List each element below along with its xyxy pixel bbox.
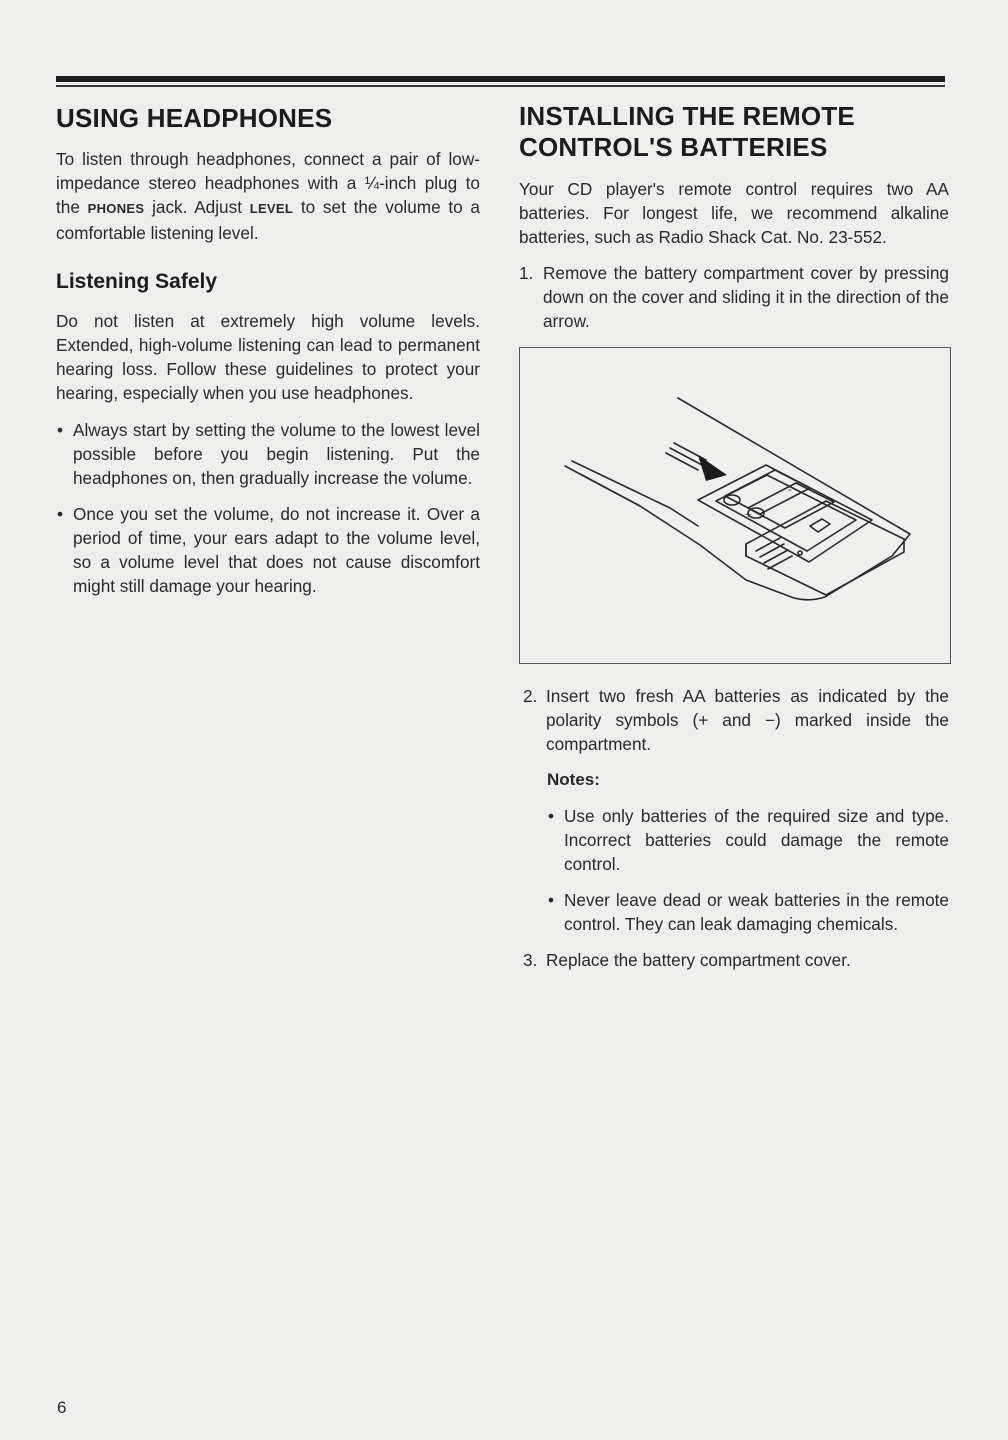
- right-column: [519, 100, 949, 333]
- page-number: 6: [57, 1398, 67, 1417]
- svg-text:+: +: [745, 509, 752, 521]
- step-3: [519, 948, 949, 972]
- batteries-intro-paragraph: Your CD player's remote control requires two AA batteries. For longest life, we recommend alkaline batteries, such as Radio Shack Cat. No. 23-552.: [519, 179, 949, 247]
- intro-text-1: To listen through headphones, connect a pair of low-impedance stereo headphones with a: [56, 149, 480, 193]
- step-2: [519, 684, 949, 756]
- notes-title: Notes:: [547, 770, 600, 789]
- left-column: [56, 100, 480, 598]
- intro-text-4: to set the volume to a comfortable listening level.: [56, 197, 480, 243]
- using-headphones-heading: USING HEADPHONES: [56, 103, 333, 133]
- top-rule-thick: [56, 76, 945, 82]
- installing-batteries-heading: [519, 101, 949, 163]
- safety-bullet-1: • Always start by setting the volume to the lowest level possible before you begin listening. Put the headphones on, then gradually increase the volume.: [56, 418, 480, 490]
- right-column-lower: [519, 684, 949, 972]
- note-bullet-2: • Never leave dead or weak batteries in the remote control. They can leak damaging chemicals.: [547, 888, 949, 936]
- intro-text-2: -inch plug to the: [56, 173, 480, 217]
- heading-line-2: CONTROL'S BATTERIES: [519, 132, 828, 162]
- intro-text-3: jack. Adjust: [144, 197, 250, 217]
- top-rule-thin: [56, 85, 945, 87]
- remote-control-drawing: [520, 348, 949, 662]
- step-3-text: Replace the battery compartment cover.: [546, 950, 851, 970]
- heading-line-1: INSTALLING THE REMOTE: [519, 101, 855, 131]
- step-1-text: Remove the battery compartment cover by pressing down on the cover and sliding it in the direction of the arrow.: [543, 263, 949, 331]
- remote-battery-illustration: [519, 347, 951, 664]
- phones-jack-label: PHONES: [87, 201, 145, 216]
- safety-bullet-2: • Once you set the volume, do not increase it. Over a period of time, your ears adapt to the volume level, so a volume level that does not cause discomfort might still damage your hearing.: [56, 502, 480, 598]
- step-1-number: 1.: [519, 263, 534, 283]
- headphones-intro-paragraph: [56, 147, 480, 245]
- step-3-number: 3.: [523, 950, 538, 970]
- listening-safely-heading: Listening Safely: [56, 270, 218, 293]
- safety-paragraph: Do not listen at extremely high volume levels. Extended, high-volume listening can lead to permanent hearing loss. Follow these guidelines to protect your hearing, especially when you use headphones.: [56, 311, 480, 403]
- intro-fraction: ¼: [364, 173, 380, 193]
- step-2-number: 2.: [523, 686, 538, 706]
- step-1: [519, 261, 949, 333]
- step-2-text: Insert two fresh AA batteries as indicated by the polarity symbols (+ and −) marked inside the compartment.: [546, 686, 949, 754]
- level-control-label: LEVEL: [249, 201, 294, 216]
- note-bullet-1: • Use only batteries of the required size and type. Incorrect batteries could damage the remote control.: [547, 804, 949, 876]
- svg-text:-: -: [788, 484, 792, 496]
